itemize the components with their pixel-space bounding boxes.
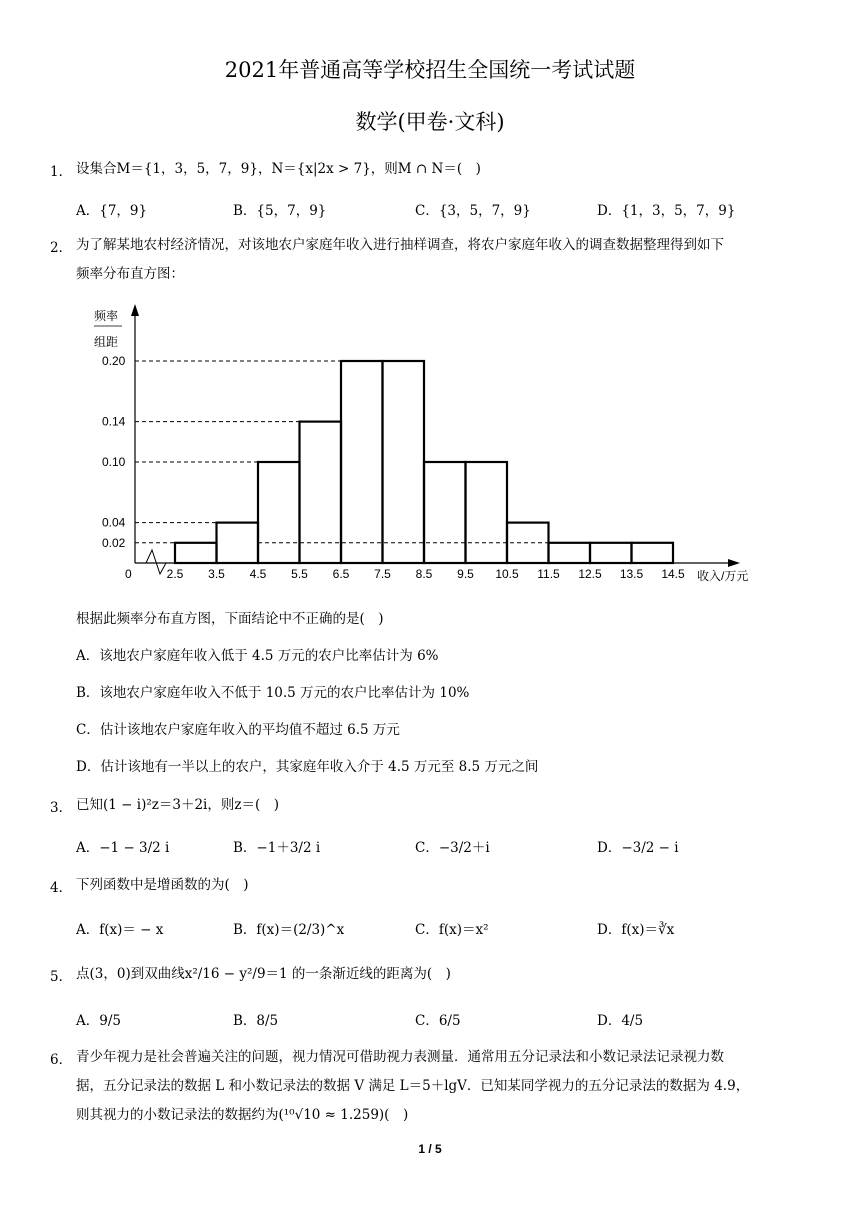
q4-option-d: D．f(x)＝∛x: [597, 922, 675, 938]
histogram-bar: [300, 422, 342, 563]
q1-option-a: A．{7，9}: [76, 203, 148, 219]
x-tick-label: 14.5: [661, 567, 685, 581]
q5-option-d: D．4/5: [597, 1013, 644, 1029]
q1-option-c: C．{3，5，7，9}: [415, 203, 531, 219]
axis-break: [146, 550, 166, 574]
y-label-top: 频率: [94, 309, 119, 323]
x-tick-label: 11.5: [537, 567, 560, 581]
origin-label: 0: [125, 567, 132, 581]
y-tick-label: 0.10: [102, 455, 126, 469]
histogram-bar: [590, 543, 632, 563]
q3-option-b: B．−1＋3/2 i: [233, 840, 321, 856]
q2-stem-line1: 为了解某地农村经济情况，对该地农户家庭年收入进行抽样调查，将农户家庭年收入的调查数据整理得到如下: [76, 237, 724, 253]
q4-stem: 下列函数中是增函数的为( ): [76, 877, 249, 893]
q2-question: 根据此频率分布直方图，下面结论中不正确的是( ): [76, 611, 384, 627]
y-tick-label: 0.14: [102, 414, 126, 429]
frequency-histogram: [80, 298, 780, 590]
q3-number: 3．: [50, 800, 73, 816]
q5-option-b: B．8/5: [233, 1013, 279, 1029]
q3-option-c: C．−3/2＋i: [415, 840, 490, 856]
histogram-bar: [383, 361, 425, 563]
q1-number: 1．: [50, 164, 73, 180]
histogram-bar: [341, 361, 383, 563]
x-tick-label: 5.5: [291, 567, 308, 581]
q6-number: 6．: [50, 1052, 73, 1068]
page-number: 1 / 5: [418, 1142, 442, 1156]
q1-stem: 设集合M＝{1，3，5，7，9}，N＝{x|2x > 7}，则M ∩ N＝( ): [76, 161, 481, 177]
x-axis-arrow: [728, 559, 740, 567]
q6-line1: 青少年视力是社会普遍关注的问题，视力情况可借助视力表测量．通常用五分记录法和小数记录法记录视力数: [76, 1049, 724, 1065]
q6-line2: 据，五分记录法的数据 L 和小数记录法的数据 V 满足 L＝5＋lgV．已知某同学视力的五分记录法的数据为 4.9，: [76, 1078, 750, 1094]
y-axis-arrow: [131, 304, 139, 316]
q4-option-b: B．f(x)＝(2/3)^x: [233, 922, 345, 938]
x-axis-label: 收入/万元: [697, 569, 749, 583]
y-label-bottom: 组距: [94, 335, 119, 349]
q4-option-a: A．f(x)＝ − x: [76, 922, 164, 938]
histogram-bar: [424, 462, 466, 563]
y-tick-label: 0.04: [102, 515, 126, 530]
q3-option-a: A．−1 − 3/2 i: [76, 840, 170, 856]
q2-option-c: C．估计该地农户家庭年收入的平均值不超过 6.5 万元: [76, 722, 400, 738]
x-tick-label: 13.5: [619, 567, 644, 581]
q5-option-a: A．9/5: [76, 1013, 121, 1029]
histogram-bar: [549, 543, 591, 563]
x-tick-label: 10.5: [495, 567, 519, 581]
x-tick-label: 9.5: [457, 567, 474, 581]
q2-option-a: A．该地农户家庭年收入低于 4.5 万元的农户比率估计为 6%: [76, 648, 439, 664]
q1-option-d: D．{1，3，5，7，9}: [597, 203, 736, 219]
q3-option-d: D．−3/2 − i: [597, 840, 679, 856]
x-tick-label: 2.5: [166, 567, 184, 581]
x-tick-label: 3.5: [208, 567, 225, 581]
histogram-bar: [466, 462, 508, 563]
x-tick-label: 12.5: [578, 567, 602, 581]
q5-number: 5．: [50, 969, 73, 985]
q6-line3: 则其视力的小数记录法的数据约为(¹⁰√10 ≈ 1.259)( ): [76, 1107, 409, 1123]
histogram-bar: [258, 462, 300, 563]
q3-stem: 已知(1 − i)²z＝3＋2i，则z＝( ): [76, 797, 280, 813]
q5-option-c: C．6/5: [415, 1013, 461, 1029]
q2-option-b: B．该地农户家庭年收入不低于 10.5 万元的农户比率估计为 10%: [76, 685, 470, 701]
histogram-bar: [175, 543, 217, 563]
exam-title: 2021年普通高等学校招生全国统一考试试题: [224, 58, 636, 82]
exam-subtitle: 数学(甲卷·文科): [355, 110, 505, 134]
x-tick-label: 4.5: [249, 567, 267, 581]
q2-option-d: D．估计该地有一半以上的农户，其家庭年收入介于 4.5 万元至 8.5 万元之间: [76, 759, 539, 775]
y-tick-label: 0.02: [102, 535, 126, 550]
q4-number: 4．: [50, 880, 73, 896]
histogram-bar: [632, 543, 674, 563]
q1-option-b: B．{5，7，9}: [233, 203, 327, 219]
q2-stem-line2: 频率分布直方图：: [76, 266, 184, 282]
x-tick-label: 7.5: [374, 567, 391, 581]
x-tick-label: 8.5: [415, 567, 433, 581]
q2-number: 2．: [50, 240, 73, 256]
x-tick-label: 6.5: [332, 567, 350, 581]
histogram-bar: [217, 523, 259, 563]
q4-option-c: C．f(x)＝x²: [415, 922, 489, 938]
y-tick-label: 0.20: [102, 354, 126, 368]
q5-stem: 点(3，0)到双曲线x²/16 − y²/9＝1 的一条渐近线的距离为( ): [76, 966, 451, 982]
